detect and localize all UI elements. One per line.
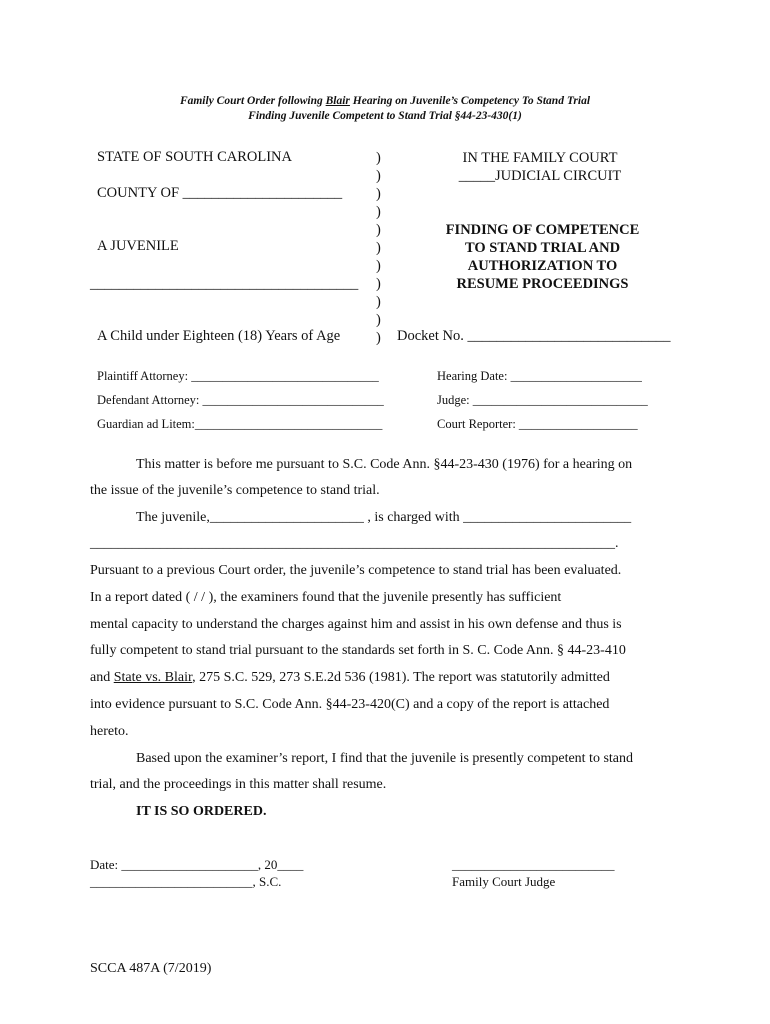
paren: ) <box>376 294 381 310</box>
caption-county: COUNTY OF ______________________ <box>97 185 343 201</box>
body-line: trial, and the proceedings in this matter shall resume. <box>90 777 387 792</box>
paren: ) <box>376 222 381 238</box>
paren: ) <box>376 186 381 202</box>
paren: ) <box>376 240 381 256</box>
caption-court: IN THE FAMILY COURT <box>462 150 618 166</box>
body-line: This matter is before me pursuant to S.C. Code Ann. §44-23-430 (1976) for a hearing on <box>136 457 633 472</box>
court-reporter: Court Reporter: ___________________ <box>437 417 638 431</box>
body-line: fully competent to stand trial pursuant to the standards set forth in S. C. Code Ann. § 44-23-410 <box>90 643 626 658</box>
paren: ) <box>376 258 381 274</box>
caption-court-block <box>440 149 640 185</box>
body-line: mental capacity to understand the charges against him and assist in his own defense and thus is <box>90 617 622 632</box>
body-line: hereto. <box>90 724 129 739</box>
body-line: the issue of the juvenile’s competence to stand trial. <box>90 483 380 498</box>
case-citation: State vs. Blair <box>113 670 193 685</box>
hearing-date: Hearing Date: _____________________ <box>437 369 642 383</box>
docket-number: Docket No. ____________________________ <box>397 328 671 344</box>
defendant-attorney: Defendant Attorney: _____________________________ <box>97 393 384 407</box>
finding-line: FINDING OF COMPETENCE <box>445 222 640 238</box>
paren: ) <box>376 204 381 220</box>
plaintiff-attorney: Plaintiff Attorney: ______________________________ <box>97 369 379 383</box>
caption-name-line: _____________________________________ <box>90 276 359 292</box>
caption-paren-column <box>376 149 381 347</box>
caption-juvenile: A JUVENILE <box>97 238 179 254</box>
paren: ) <box>376 168 381 184</box>
document-header <box>0 94 770 124</box>
body-line: ___________________________________________________________________________. <box>90 536 619 551</box>
form-id: SCCA 487A (7/2019) <box>90 961 212 976</box>
paren: ) <box>376 312 381 328</box>
body-line: Pursuant to a previous Court order, the juvenile’s competence to stand trial has been evaluated. <box>90 563 622 578</box>
guardian-ad-litem: Guardian ad Litem:______________________________ <box>97 417 383 431</box>
signature-place: _________________________, S.C. <box>90 874 282 889</box>
finding-line: AUTHORIZATION TO <box>467 258 618 274</box>
body-line: Based upon the examiner’s report, I find that the juvenile is presently competent to stand <box>136 751 633 766</box>
judge-title: Family Court Judge <box>452 874 556 889</box>
header-line-2: Finding Juvenile Competent to Stand Trial §44-23-430(1) <box>248 110 522 122</box>
caption-child: A Child under Eighteen (18) Years of Age <box>97 328 341 344</box>
body-line: and State vs. Blair, 275 S.C. 529, 273 S.E.2d 536 (1981). The report was statutorily admitted <box>90 670 610 685</box>
paren: ) <box>376 330 381 346</box>
body-line: into evidence pursuant to S.C. Code Ann. §44-23-420(C) and a copy of the report is attached <box>90 697 610 712</box>
paren: ) <box>376 276 381 292</box>
caption-circuit: _____JUDICIAL CIRCUIT <box>458 168 622 184</box>
blair-underlined: Blair <box>325 95 350 107</box>
judge-field: Judge: ____________________________ <box>437 393 648 407</box>
finding-line: RESUME PROCEEDINGS <box>456 276 629 292</box>
it-is-so-ordered: IT IS SO ORDERED. <box>136 804 267 819</box>
signature-date: Date: _____________________, 20____ <box>90 857 304 872</box>
body-line: The juvenile,______________________ , is charged with ________________________ <box>136 510 632 525</box>
finding-line: TO STAND TRIAL AND <box>464 240 621 256</box>
caption-state: STATE OF SOUTH CAROLINA <box>97 149 292 165</box>
header-line-1: Family Court Order following Blair Hearing on Juvenile’s Competency To Stand Trial <box>179 95 591 107</box>
paren: ) <box>376 150 381 166</box>
body-line: In a report dated ( / / ), the examiners found that the juvenile presently has sufficient <box>90 590 562 605</box>
judge-signature-line: _________________________ <box>452 857 615 872</box>
finding-title <box>430 221 655 293</box>
